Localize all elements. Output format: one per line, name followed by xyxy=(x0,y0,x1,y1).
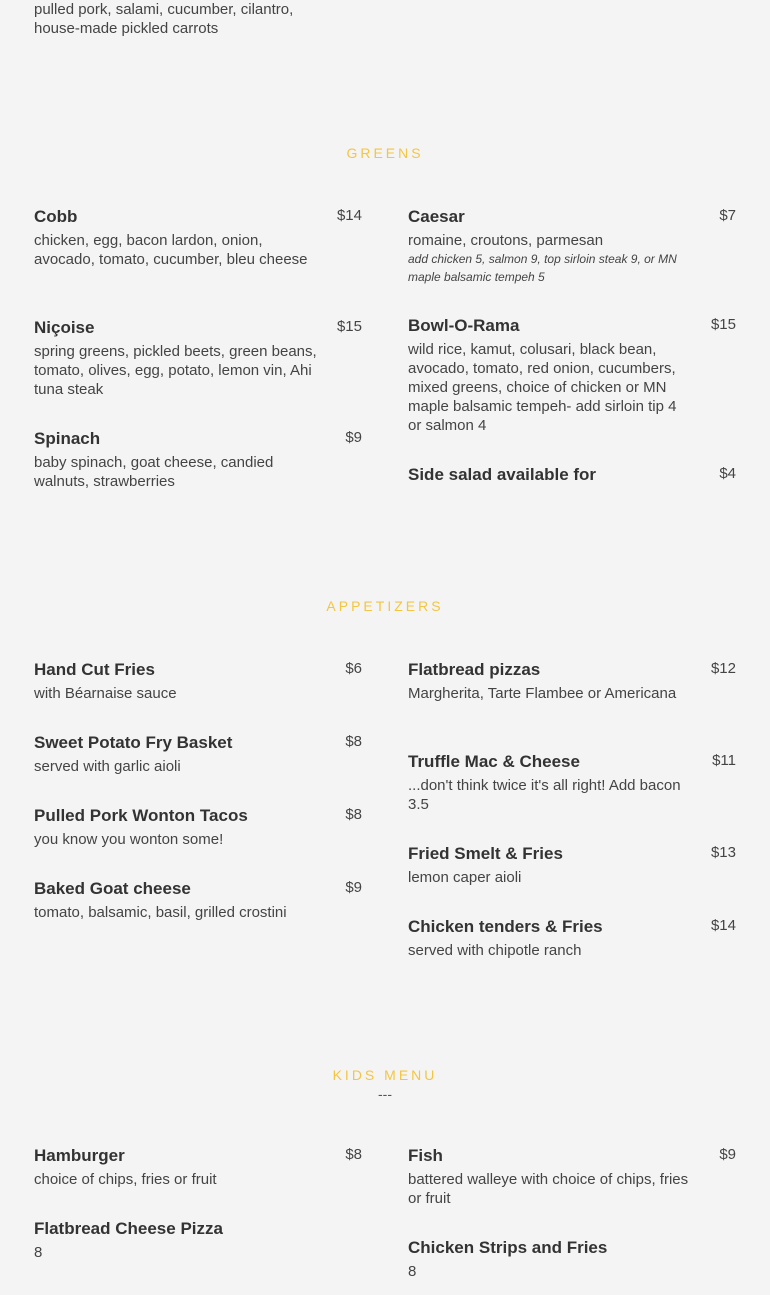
item-name: Hamburger xyxy=(34,1146,125,1165)
item-name: Side salad available for xyxy=(408,465,597,484)
menu-item xyxy=(408,1238,736,1288)
top-fragment-desc: pulled pork, salami, cucumber, cilantro, house-made pickled carrots xyxy=(34,1,294,37)
item-desc: Margherita, Tarte Flambee or Americana xyxy=(408,685,677,702)
item-name: Spinach xyxy=(34,429,101,448)
menu-item xyxy=(408,752,736,844)
item-price: $7 xyxy=(719,207,736,224)
item-name: Fish xyxy=(408,1146,443,1165)
greens-left-column xyxy=(34,207,362,489)
item-desc: served with chipotle ranch xyxy=(408,942,582,959)
item-price: $8 xyxy=(345,806,362,823)
item-price: $9 xyxy=(345,879,362,896)
item-price: $9 xyxy=(345,429,362,446)
kids-right-column xyxy=(408,1146,736,1288)
item-name: Bowl-O-Rama xyxy=(408,316,520,335)
item-name: Fried Smelt & Fries xyxy=(408,844,563,863)
item-price: $14 xyxy=(710,917,736,934)
item-desc: served with garlic aioli xyxy=(34,758,181,775)
item-name: Flatbread pizzas xyxy=(408,660,541,679)
item-desc: tomato, balsamic, basil, grilled crostini xyxy=(34,904,287,921)
menu-item xyxy=(408,917,736,967)
menu-item xyxy=(34,429,362,489)
menu-item xyxy=(408,465,736,495)
menu-item xyxy=(34,660,362,733)
menu-item xyxy=(34,1146,362,1219)
menu-item xyxy=(34,1219,362,1269)
item-desc: romaine, croutons, parmesan xyxy=(408,232,604,249)
item-desc: choice of chips, fries or fruit xyxy=(34,1171,217,1188)
item-price: $4 xyxy=(719,465,736,482)
item-name: Flatbread Cheese Pizza xyxy=(34,1219,223,1238)
menu-item xyxy=(408,1146,736,1238)
menu-item xyxy=(408,844,736,917)
item-note: add chicken 5, salmon 9, top sirloin steak 9, or MN maple balsamic tempeh 5 xyxy=(408,252,677,284)
item-desc: you know you wonton some! xyxy=(34,831,224,848)
item-desc: baby spinach, goat cheese, candied walnuts, strawberries xyxy=(34,454,274,490)
item-price: $9 xyxy=(719,1146,736,1163)
section-title-greens: GREENS xyxy=(346,145,424,161)
item-name: Chicken Strips and Fries xyxy=(408,1238,608,1257)
item-name: Caesar xyxy=(408,207,465,226)
greens-right-column xyxy=(408,207,736,495)
item-desc: 8 xyxy=(34,1244,43,1261)
item-price: $14 xyxy=(336,207,362,224)
item-price: $8 xyxy=(345,733,362,750)
menu-item xyxy=(34,318,362,429)
item-desc: battered walleye with choice of chips, fries or fruit xyxy=(408,1171,689,1207)
item-desc: 8 xyxy=(408,1263,417,1280)
item-desc: ...don't think twice it's all right! Add bacon 3.5 xyxy=(408,777,681,813)
item-name: Pulled Pork Wonton Tacos xyxy=(34,806,248,825)
item-name: Truffle Mac & Cheese xyxy=(408,752,580,771)
item-desc: wild rice, kamut, colusari, black bean, avocado, tomato, red onion, cucumbers, mixed greens, choice of chicken or MN maple balsamic tempeh- add sirloin tip 4 or salmon 4 xyxy=(408,341,677,434)
appetizers-left-column xyxy=(34,660,362,929)
item-desc: chicken, egg, bacon lardon, onion, avocado, tomato, cucumber, bleu cheese xyxy=(34,232,308,268)
menu-item xyxy=(408,316,736,465)
appetizers-right-column xyxy=(408,660,736,967)
item-name: Sweet Potato Fry Basket xyxy=(34,733,233,752)
menu-item xyxy=(34,207,362,318)
menu-item xyxy=(408,660,736,752)
menu-item xyxy=(34,806,362,879)
kids-left-column xyxy=(34,1146,362,1269)
menu-item xyxy=(408,207,736,316)
item-price: $15 xyxy=(710,316,736,333)
item-desc: with Béarnaise sauce xyxy=(34,685,177,702)
kids-subtitle: --- xyxy=(378,1086,392,1102)
item-name: Hand Cut Fries xyxy=(34,660,155,679)
item-name: Chicken tenders & Fries xyxy=(408,917,603,936)
item-desc: spring greens, pickled beets, green beans, tomato, olives, egg, potato, lemon vin, Ahi tuna steak xyxy=(34,343,317,398)
menu-item xyxy=(34,879,362,929)
section-title-appetizers: APPETIZERS xyxy=(326,598,444,614)
item-name: Cobb xyxy=(34,207,78,226)
item-price: $15 xyxy=(336,318,362,335)
item-name: Baked Goat cheese xyxy=(34,879,191,898)
item-name: Niçoise xyxy=(34,318,95,337)
item-price: $8 xyxy=(345,1146,362,1163)
section-title-kids: KIDS MENU xyxy=(332,1067,438,1083)
item-desc: lemon caper aioli xyxy=(408,869,522,886)
menu-item xyxy=(34,733,362,806)
item-price: $6 xyxy=(345,660,362,677)
item-price: $13 xyxy=(710,844,736,861)
item-price: $11 xyxy=(712,752,736,769)
item-price: $12 xyxy=(710,660,736,677)
